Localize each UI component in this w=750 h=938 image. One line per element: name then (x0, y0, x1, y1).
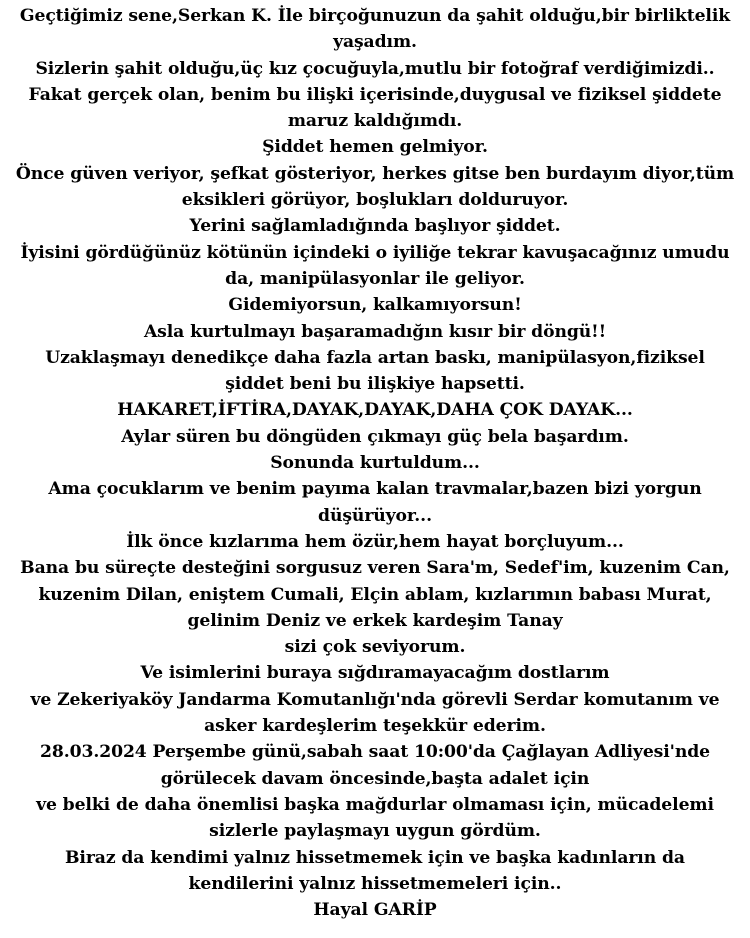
statement-line: Şiddet hemen gelmiyor. (262, 137, 488, 158)
signature-name: Hayal GARİP (313, 900, 437, 921)
statement-line: 28.03.2024 Perşembe günü,sabah saat 10:00'da Çağlayan Adliyesi'nde (40, 742, 710, 763)
statement-line: şiddet beni bu ilişkiye hapsetti. (225, 374, 525, 395)
statement-line: da, manipülasyonlar ile geliyor. (225, 268, 525, 289)
statement-line: HAKARET,İFTİRA,DAYAK,DAYAK,DAHA ÇOK DAYAK... (117, 400, 633, 421)
statement-line: sizlerle paylaşmayı uygun gördüm. (209, 821, 541, 842)
statement-line: Gidemiyorsun, kalkamıyorsun! (228, 295, 522, 316)
statement-line: eksikleri görüyor, boşlukları dolduruyor. (181, 190, 569, 211)
statement-line: yaşadım. (333, 32, 417, 53)
statement-line: Aylar süren bu döngüden çıkmayı güç bela başardım. (121, 426, 629, 447)
statement-line: asker kardeşlerim teşekkür ederim. (204, 716, 546, 737)
statement-line: İyisini gördüğünüz kötünün içindeki o iyiliğe tekrar kavuşacağınız umudu (20, 242, 730, 263)
statement-line: düşürüyor... (318, 505, 432, 526)
statement-line: Önce güven veriyor, şefkat gösteriyor, herkes gitse ben burdayım diyor,tüm (15, 163, 735, 184)
statement-line: görülecek davam öncesinde,başta adalet için (160, 768, 590, 789)
statement-line: Ama çocuklarım ve benim payıma kalan travmalar,bazen bizi yorgun (48, 479, 702, 500)
statement-line: sizi çok seviyorum. (284, 637, 466, 658)
statement-line: Uzaklaşmayı denedikçe daha fazla artan baskı, manipülasyon,fiziksel (45, 347, 705, 368)
statement-line: Geçtiğimiz sene,Serkan K. İle birçoğunuzun da şahit olduğu,bir birliktelik (19, 6, 731, 26)
statement-line: kendilerini yalnız hissetmemeleri için.. (188, 873, 562, 894)
statement-line: Bana bu süreçte desteğini sorgusuz veren Sara'm, Sedef'im, kuzenim Can, (20, 558, 730, 579)
statement-line: Asla kurtulmayı başaramadığın kısır bir döngü!! (143, 321, 607, 342)
statement-line: Biraz da kendimi yalnız hissetmemek için ve başka kadınların da (65, 847, 685, 868)
statement-line: Sonunda kurtuldum... (270, 453, 480, 474)
statement-line: Sizlerin şahit olduğu,üç kız çocuğuyla,mutlu bir fotoğraf verdiğimizdi.. (35, 58, 715, 79)
statement-line: Ve isimlerini buraya sığdıramayacağım dostlarım (140, 663, 610, 684)
statement-line: ve Zekeriyaköy Jandarma Komutanlığı'nda görevli Serdar komutanım ve (30, 689, 720, 710)
statement-line: ve belki de daha önemlisi başka mağdurlar olmaması için, mücadelemi (36, 794, 714, 815)
statement-line: Yerini sağlamladığında başlıyor şiddet. (189, 216, 561, 237)
statement-line: gelinim Deniz ve erkek kardeşim Tanay (187, 610, 563, 631)
statement-line: Fakat gerçek olan, benim bu ilişki içerisinde,duygusal ve fiziksel şiddete (28, 84, 722, 105)
statement-line: kuzenim Dilan, eniştem Cumali, Elçin ablam, kızlarımın babası Murat, (38, 584, 712, 605)
statement-line: İlk önce kızlarıma hem özür,hem hayat borçluyum... (126, 531, 624, 552)
statement-line: maruz kaldığımdı. (287, 111, 463, 132)
